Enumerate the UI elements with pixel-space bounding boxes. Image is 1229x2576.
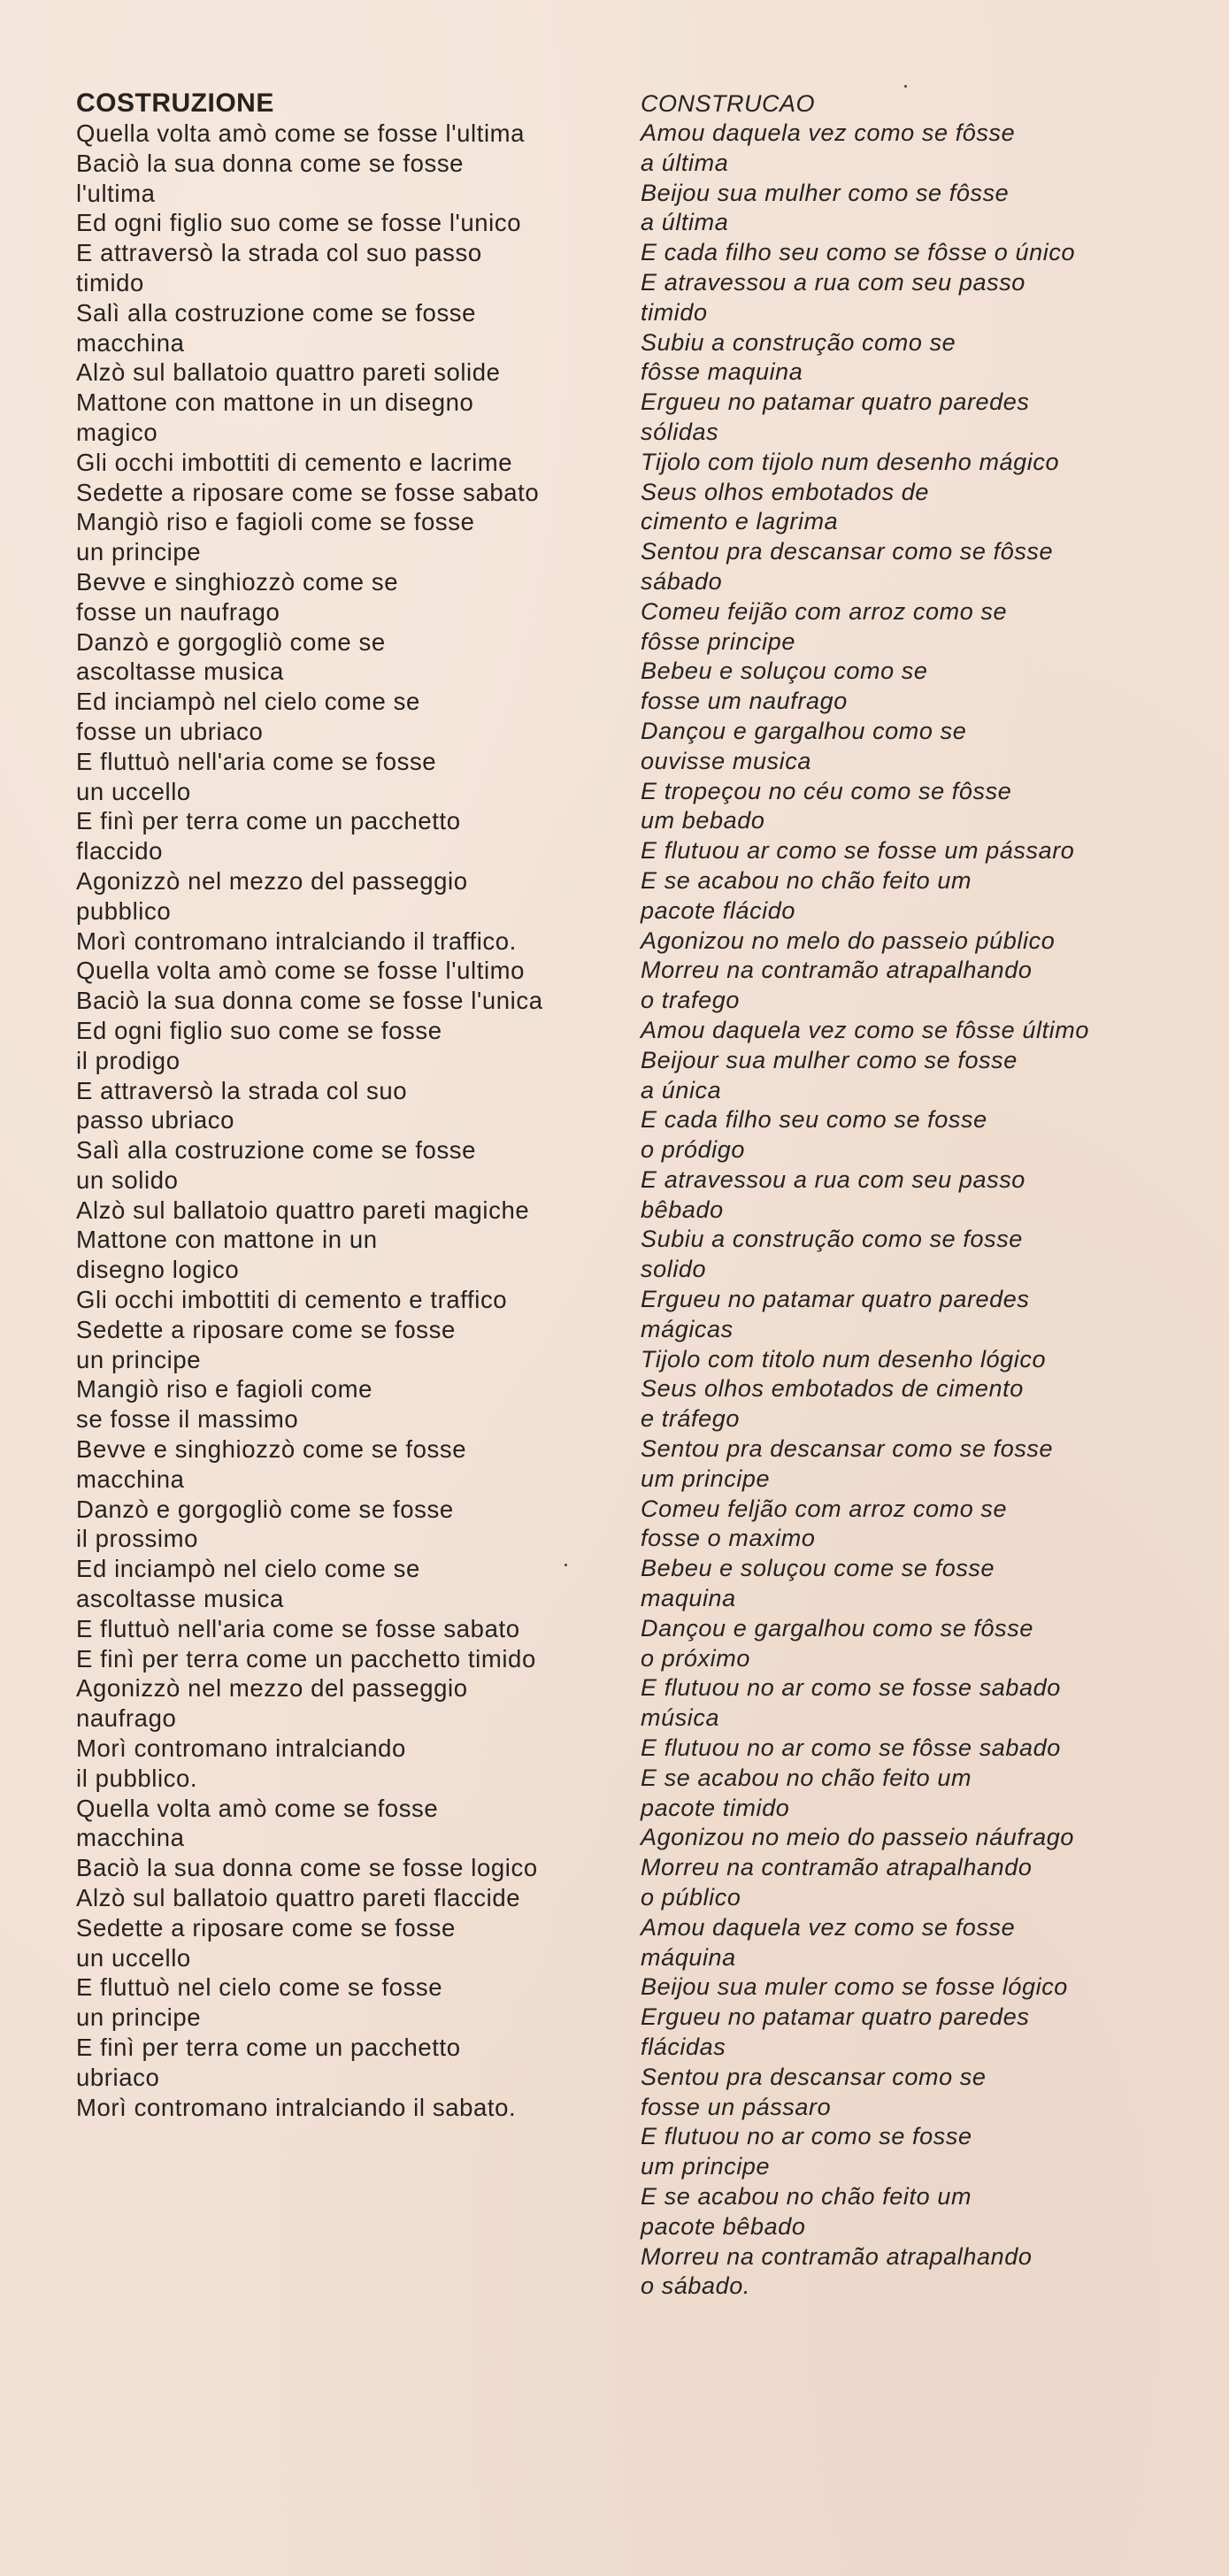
italian-lyric-line: Alzò sul ballatoio quattro pareti magiche (76, 1196, 530, 1224)
italian-lyric-line: Sedette a riposare come se fosse sabato (76, 478, 540, 506)
portuguese-lyric-line: Subiu a construção como se (641, 328, 956, 356)
portuguese-lyric-line: Beijou sua muler como se fosse lógico (641, 1973, 1068, 2001)
portuguese-lyric-line: E atravessou a rua com seu passo (641, 268, 1025, 296)
italian-lyric-line: Bevve e singhiozzò come se (76, 567, 399, 596)
italian-lyric-line: E fluttuò nel cielo come se fosse (76, 1973, 443, 2002)
portuguese-lyric-line: Amou daquela vez como se fosse (641, 1913, 1016, 1941)
portuguese-lyric-line: E atravessou a rua com seu passo (641, 1165, 1025, 1193)
italian-lyric-line: un principe (76, 1345, 202, 1373)
portuguese-lyric-line: um bebado (641, 807, 765, 834)
portuguese-lyric-line: E flutuou no ar como se fosse sabado (641, 1674, 1061, 1702)
italian-lyric-line: macchina (76, 1465, 185, 1493)
portuguese-lyric-line: Comeu feljão com arroz como se (641, 1495, 1008, 1522)
portuguese-lyric-line: Agonizou no melo do passeio público (641, 927, 1056, 954)
portuguese-lyric-line: Morreu na contramão atrapalhando (641, 1854, 1033, 1881)
portuguese-lyric-line: máquina (641, 1943, 736, 1971)
italian-lyric-line: E fluttuò nell'aria come se fosse sabato (76, 1614, 520, 1642)
italian-lyric-line: il prossimo (76, 1525, 199, 1553)
italian-lyric-line: Quella volta amò come se fosse l'ultima (76, 119, 526, 147)
portuguese-lyric-line: fosse um naufrago (641, 688, 848, 715)
italian-lyric-line: macchina (76, 1824, 185, 1852)
italian-lyric-line: ascoltasse musica (76, 1585, 284, 1613)
portuguese-lyric-line: sólidas (641, 418, 719, 445)
portuguese-lyric-line: o pródigo (641, 1136, 745, 1164)
italian-lyric-line: E attraversò la strada col suo passo (76, 239, 482, 267)
portuguese-lyric-line: fôsse maquina (641, 358, 803, 386)
portuguese-lyric-line: solido (641, 1256, 707, 1283)
portuguese-lyric-line: Agonizou no meio do passeio náufrago (641, 1824, 1074, 1851)
italian-lyric-line: Sedette a riposare come se fosse (76, 1913, 456, 1942)
italian-lyric-line: Mangiò riso e fagioli come (76, 1375, 373, 1403)
portuguese-lyric-line: E se acabou no chão feito um (641, 1764, 972, 1791)
italian-lyric-line: un principe (76, 2003, 202, 2032)
portuguese-lyric-line: o sábado. (641, 2272, 750, 2300)
italian-lyric-line: Salì alla costruzione come se fosse (76, 298, 477, 327)
portuguese-lyric-line: mágicas (641, 1315, 734, 1342)
italian-lyric-line: E fluttuò nell'aria come se fosse (76, 747, 437, 775)
portuguese-lyric-line: Beijou sua mulher como se fôsse (641, 179, 1010, 206)
portuguese-lyric-line: o público (641, 1884, 741, 1911)
portuguese-lyric-line: fôsse principe (641, 627, 795, 655)
italian-lyric-line: un uccello (76, 777, 191, 805)
portuguese-lyric-line: e tráfego (641, 1405, 740, 1433)
portuguese-lyric-line: ouvisse musica (641, 747, 811, 774)
italian-lyric-line: E finì per terra come un pacchetto (76, 807, 461, 835)
italian-lyric-line: timido (76, 268, 144, 296)
portuguese-lyric-line: maquina (641, 1585, 736, 1612)
italian-lyric-line: il prodigo (76, 1046, 181, 1074)
portuguese-lyric-line: Comeu feijão com arroz como se (641, 597, 1008, 625)
portuguese-lyric-line: um principe (641, 1465, 771, 1492)
portuguese-lyric-line: Ergueu no patamar quatro paredes (641, 1286, 1030, 1313)
italian-lyric-line: Gli occhi imbottiti di cemento e lacrime (76, 448, 513, 476)
italian-lyric-line: Morì contromano intralciando il sabato. (76, 2093, 517, 2121)
portuguese-lyric-line: E flutuou no ar como se fôsse sabado (641, 1734, 1061, 1762)
italian-lyric-line: Ed ogni figlio suo come se fosse l'unico (76, 209, 522, 237)
portuguese-lyric-line: Dançou e gargalhou como se fôsse (641, 1614, 1033, 1642)
portuguese-lyric-line: Sentou pra descansar como se (641, 2063, 987, 2090)
portuguese-lyric-line: Tijolo com titolo num desenho lógico (641, 1345, 1047, 1373)
italian-lyric-line: Salì alla costruzione come se fosse (76, 1136, 477, 1165)
italian-lyric-line: Alzò sul ballatoio quattro pareti flaccide (76, 1884, 521, 1912)
italian-lyric-line: Bevve e singhiozzò come se fosse (76, 1435, 467, 1464)
portuguese-lyric-line: a última (641, 209, 729, 236)
portuguese-lyric-line: Ergueu no patamar quatro paredes (641, 388, 1030, 416)
portuguese-lyric-line: timido (641, 298, 708, 326)
italian-lyric-line: Morì contromano intralciando (76, 1734, 406, 1763)
italian-lyric-line: disegno logico (76, 1256, 240, 1284)
portuguese-lyric-line: Bebeu e soluçou come se fosse (641, 1555, 995, 1582)
portuguese-lyric-line: o trafego (641, 987, 740, 1014)
portuguese-lyric-line: cimento e lagrima (641, 508, 839, 535)
italian-lyric-line: Mangiò riso e fagioli come se fosse (76, 508, 475, 536)
italian-lyric-line: E finì per terra come un pacchetto timido (76, 1644, 536, 1672)
portuguese-lyric-line: E cada filho seu como se fosse (641, 1106, 987, 1134)
italian-lyric-line: ascoltasse musica (76, 657, 284, 686)
italian-lyric-line: Quella volta amò come se fosse (76, 1794, 439, 1822)
portuguese-lyric-line: Beijour sua mulher como se fosse (641, 1046, 1018, 1073)
italian-lyric-line: Baciò la sua donna come se fosse logico (76, 1854, 538, 1882)
portuguese-title: CONSTRUCAO (641, 90, 816, 117)
portuguese-lyric-line: Tijolo com tijolo num desenho mágico (641, 448, 1060, 475)
portuguese-lyric-line: Dançou e gargalhou como se (641, 717, 967, 744)
italian-lyric-line: fosse un naufrago (76, 597, 280, 626)
portuguese-lyric-line: a última (641, 149, 729, 176)
portuguese-lyric-line: Seus olhos embotados de cimento (641, 1375, 1024, 1403)
italian-lyric-line: Quella volta amò come se fosse l'ultimo (76, 957, 526, 985)
italian-lyric-line: passo ubriaco (76, 1106, 235, 1134)
portuguese-lyric-line: um principe (641, 2153, 771, 2180)
italian-lyric-line: flaccido (76, 837, 164, 865)
portuguese-lyric-line: Subiu a construção como se fosse (641, 1226, 1023, 1253)
italian-lyrics-column (76, 88, 625, 2122)
portuguese-lyric-line: Amou daquela vez como se fôsse último (641, 1016, 1089, 1043)
italian-lyric-line: un uccello (76, 1943, 191, 1972)
italian-lyric-line: Ed inciampò nel cielo come se (76, 1555, 420, 1583)
italian-lyric-line: pubblico (76, 896, 172, 925)
portuguese-lyric-line: Seus olhos embotados de (641, 478, 930, 505)
italian-lyric-line: Agonizzò nel mezzo del passeggio (76, 1674, 468, 1703)
portuguese-lyric-line: pacote flácido (641, 896, 796, 924)
portuguese-lyric-line: E se acabou no chão feito um (641, 866, 972, 894)
italian-lyric-line: il pubblico. (76, 1764, 198, 1792)
portuguese-lyric-line: E cada filho seu como se fôsse o único (641, 239, 1076, 266)
italian-lyric-line: macchina (76, 328, 185, 357)
italian-lyric-line: magico (76, 418, 158, 446)
portuguese-lyrics-column (641, 88, 1207, 2302)
portuguese-lyric-line: a única (641, 1076, 722, 1103)
italian-lyric-line: se fosse il massimo (76, 1405, 299, 1434)
italian-lyric-line: Danzò e gorgogliò come se fosse (76, 1495, 454, 1523)
italian-lyric-line: Baciò la sua donna come se fosse (76, 149, 465, 177)
italian-lyric-line: E finì per terra come un pacchetto (76, 2034, 461, 2061)
italian-lyric-line: fosse un ubriaco (76, 717, 264, 745)
italian-lyric-line: Ed ogni figlio suo come se fosse (76, 1016, 442, 1044)
italian-lyric-line: Danzò e gorgogliò come se (76, 627, 386, 656)
portuguese-lyric-line: pacote timido (641, 1794, 790, 1821)
italian-lyric-line: un solido (76, 1165, 179, 1194)
portuguese-lyric-line: sábado (641, 567, 723, 595)
italian-lyric-line: Baciò la sua donna come se fosse l'unica (76, 987, 543, 1015)
portuguese-lyric-line: Morreu na contramão atrapalhando (641, 957, 1033, 984)
italian-lyric-line: Mattone con mattone in un (76, 1226, 378, 1254)
italian-lyric-line: l'ultima (76, 179, 156, 207)
portuguese-lyric-line: Bebeu e soluçou como se (641, 657, 928, 685)
portuguese-lyric-line: Sentou pra descansar como se fôsse (641, 538, 1054, 565)
portuguese-lyric-line: Amou daquela vez como se fôsse (641, 119, 1016, 146)
portuguese-lyric-line: E se acabou no chão feito um (641, 2182, 972, 2210)
italian-lyric-line: E attraversò la strada col suo (76, 1076, 408, 1104)
portuguese-lyric-line: pacote bêbado (641, 2212, 806, 2240)
portuguese-lyric-line: E tropeçou no céu como se fôsse (641, 777, 1012, 804)
italian-lyric-line: Morì contromano intralciando il traffico. (76, 927, 517, 955)
italian-lyric-line: ubriaco (76, 2063, 160, 2091)
italian-lyric-line: Gli occhi imbottiti di cemento e traffico (76, 1286, 508, 1314)
portuguese-lyric-line: E flutuou ar como se fosse um pássaro (641, 837, 1075, 865)
portuguese-lyric-line: Ergueu no patamar quatro paredes (641, 2003, 1030, 2031)
portuguese-lyric-line: fosse un pássaro (641, 2093, 832, 2120)
portuguese-lyric-line: Sentou pra descansar como se fosse (641, 1435, 1054, 1463)
italian-lyric-line: un principe (76, 538, 202, 566)
italian-lyric-line: Alzò sul ballatoio quattro pareti solide (76, 358, 501, 387)
portuguese-lyric-line: fosse o maximo (641, 1525, 816, 1552)
portuguese-lyric-line: Morreu na contramão atrapalhando (641, 2242, 1033, 2270)
paper-speck (904, 85, 907, 88)
italian-lyric-line: Ed inciampò nel cielo come se (76, 688, 420, 716)
portuguese-lyric-line: bêbado (641, 1196, 724, 1223)
portuguese-lyric-line: E flutuou no ar como se fosse (641, 2123, 972, 2150)
italian-title: COSTRUZIONE (76, 88, 274, 118)
italian-lyric-line: Sedette a riposare come se fosse (76, 1315, 456, 1343)
portuguese-lyric-line: o próximo (641, 1644, 750, 1672)
portuguese-lyric-line: música (641, 1704, 720, 1732)
italian-lyric-line: naufrago (76, 1704, 177, 1733)
portuguese-lyric-line: flácidas (641, 2034, 726, 2060)
italian-lyric-line: Mattone con mattone in un disegno (76, 388, 474, 417)
italian-lyric-line: Agonizzò nel mezzo del passeggio (76, 866, 468, 895)
paper-speck (565, 1564, 567, 1566)
